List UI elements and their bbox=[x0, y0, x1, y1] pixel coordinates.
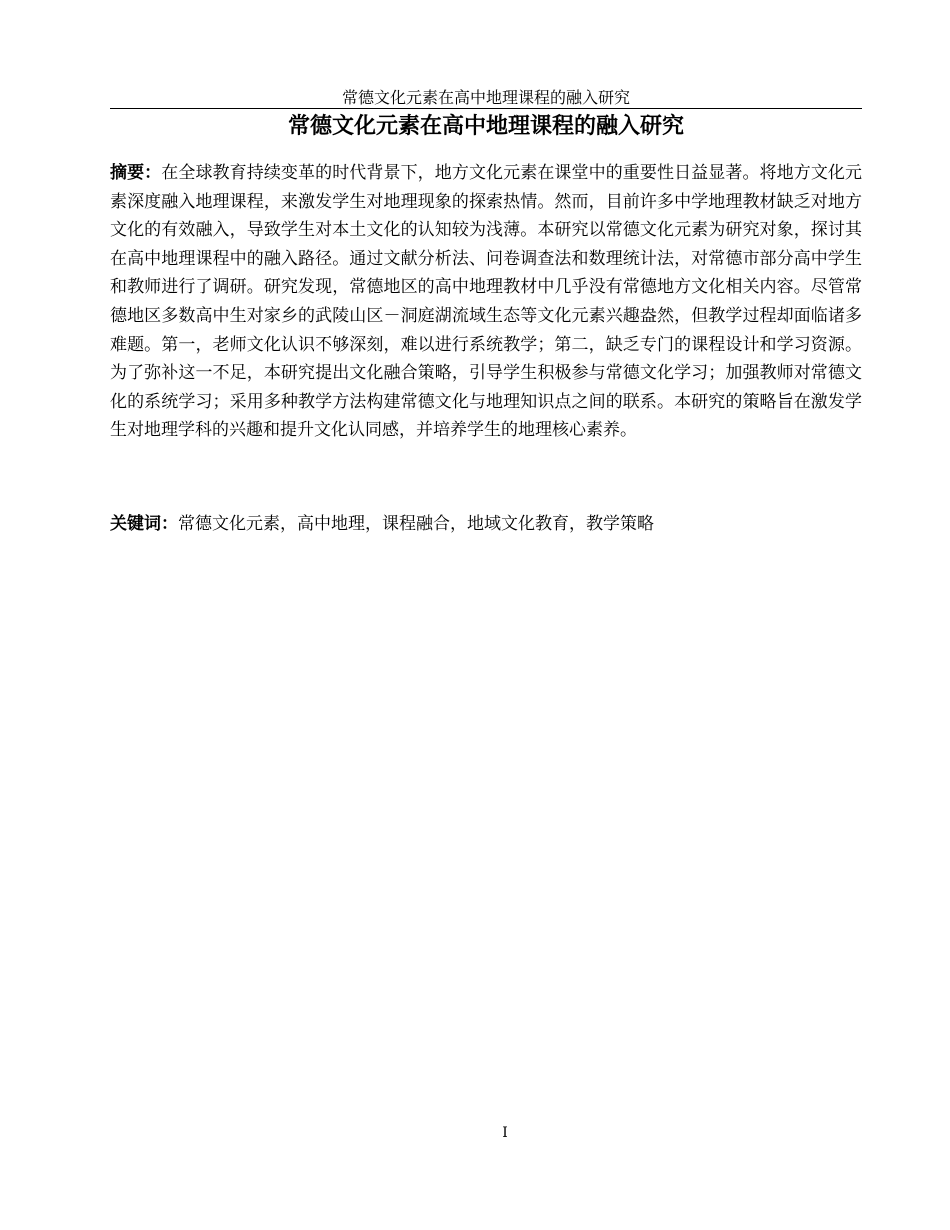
running-header: 常德文化元素在高中地理课程的融入研究 bbox=[110, 88, 862, 109]
abstract-paragraph bbox=[110, 159, 862, 445]
abstract-label: 摘要： bbox=[110, 163, 162, 183]
keywords-label: 关键词： bbox=[110, 514, 178, 534]
abstract-text: 在全球教育持续变革的时代背景下，地方文化元素在课堂中的重要性日益显著。将地方文化元素深度融入地理课程，来激发学生对地理现象的探索热情。然而，目前许多中学地理教材缺乏对地方文化的有效融入，导致学生对本土文化的认知较为浅薄。本研究以常德文化元素为研究对象，探讨其在高中地理课程中的融入路径。通过文献分析法、问卷调查法和数理统计法，对常德市部分高中学生和教师进行了调研。研究发现，常德地区的高中地理教材中几乎没有常德地方文化相关内容。尽管常德地区多数高中生对家乡的武陵山区－洞庭湖流域生态等文化元素兴趣盎然，但教学过程却面临诸多难题。第一，老师文化认识不够深刻，难以进行系统教学；第二，缺乏专门的课程设计和学习资源。为了弥补这一不足，本研究提出文化融合策略，引导学生积极参与常德文化学习；加强教师对常德文化的系统学习；采用多种教学方法构建常德文化与地理知识点之间的联系。本研究的策略旨在激发学生对地理学科的兴趣和提升文化认同感，并培养学生的地理核心素养。 bbox=[110, 163, 863, 441]
keywords-text: 常德文化元素，高中地理，课程融合，地域文化教育，教学策略 bbox=[178, 514, 654, 534]
paper-title: 常德文化元素在高中地理课程的融入研究 bbox=[287, 114, 684, 139]
page-number: I bbox=[502, 1125, 508, 1141]
keywords-paragraph bbox=[110, 510, 862, 538]
